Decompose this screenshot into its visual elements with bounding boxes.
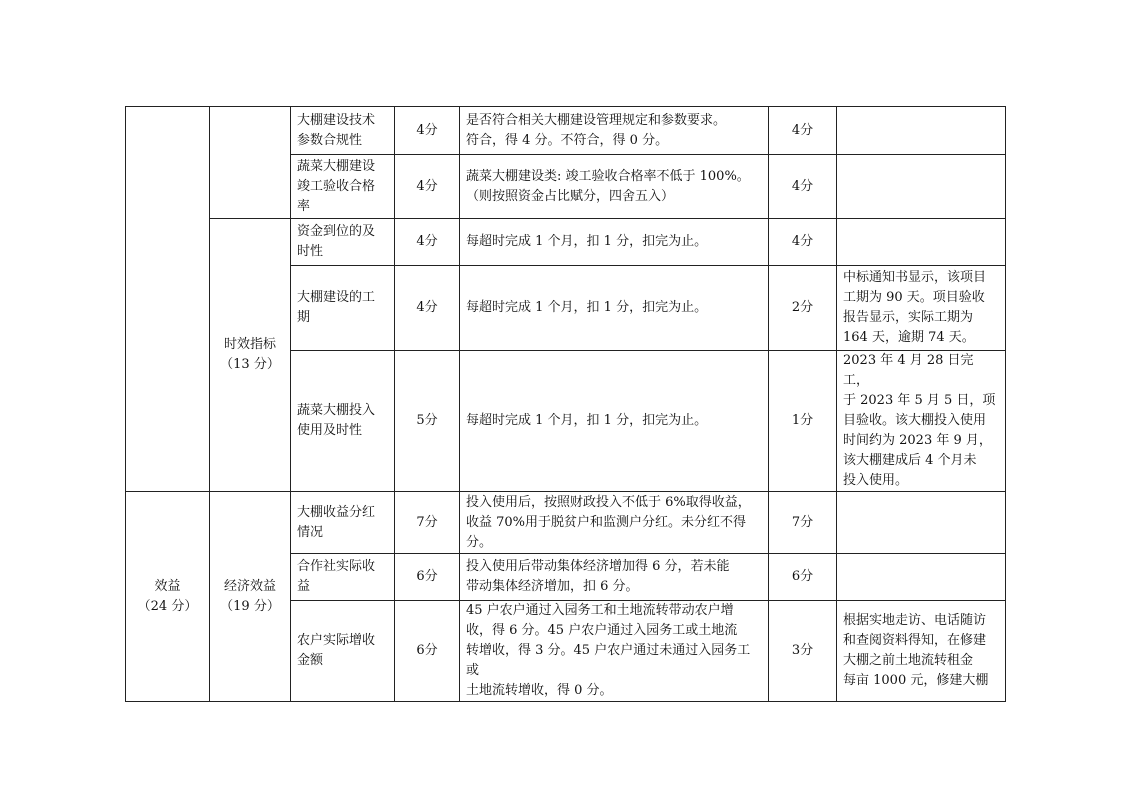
indicator-cell: 蔬菜大棚建设 竣工验收合格 率	[291, 155, 395, 219]
criteria-cell: 是否符合相关大棚建设管理规定和参数要求。 符合，得 4 分。不符合，得 0 分。	[460, 107, 769, 155]
table-row	[126, 107, 1006, 155]
note-cell: 中标通知书显示，该项目 工期为 90 天。项目验收 报告显示，实际工期为 164 天，逾期 74 天。	[837, 266, 1006, 351]
weight-cell: 4分	[395, 266, 460, 351]
weight-cell: 7分	[395, 492, 460, 554]
indicator-cell: 大棚建设的工 期	[291, 266, 395, 351]
weight-cell: 5分	[395, 351, 460, 492]
criteria-cell: 每超时完成 1 个月，扣 1 分，扣完为止。	[460, 266, 769, 351]
indicator-cell: 蔬菜大棚投入 使用及时性	[291, 351, 395, 492]
indicator-cell: 合作社实际收 益	[291, 554, 395, 601]
evaluation-table	[125, 106, 1006, 702]
note-cell: 根据实地走访、电话随访 和查阅资料得知，在修建 大棚之前土地流转租金 每亩 1000 元，修建大棚	[837, 601, 1006, 702]
table-row	[126, 492, 1006, 554]
indicator-cell: 资金到位的及 时性	[291, 219, 395, 266]
group-timeliness: 时效指标 （13 分）	[210, 219, 291, 492]
indicator-cell: 农户实际增收 金额	[291, 601, 395, 702]
score-cell: 2分	[769, 266, 837, 351]
category-cell-empty	[126, 107, 210, 492]
indicator-cell: 大棚建设技术 参数合规性	[291, 107, 395, 155]
weight-cell: 4分	[395, 107, 460, 155]
weight-cell: 4分	[395, 155, 460, 219]
criteria-cell: 45 户农户通过入园务工和土地流转带动农户增 收，得 6 分。45 户农户通过入园务工或土地流 转增收，得 3 分。45 户农户通过未通过入园务工或 土地流转增收，得 0 分。	[460, 601, 769, 702]
group-economic: 经济效益 （19 分）	[210, 492, 291, 702]
note-cell	[837, 492, 1006, 554]
score-cell: 4分	[769, 155, 837, 219]
score-cell: 4分	[769, 219, 837, 266]
score-cell: 1分	[769, 351, 837, 492]
score-cell: 6分	[769, 554, 837, 601]
criteria-cell: 每超时完成 1 个月，扣 1 分，扣完为止。	[460, 219, 769, 266]
weight-cell: 6分	[395, 554, 460, 601]
note-cell	[837, 219, 1006, 266]
criteria-cell: 每超时完成 1 个月，扣 1 分，扣完为止。	[460, 351, 769, 492]
subcategory-cell-empty	[210, 107, 291, 219]
note-cell	[837, 554, 1006, 601]
indicator-cell: 大棚收益分红 情况	[291, 492, 395, 554]
criteria-cell: 投入使用后，按照财政投入不低于 6%取得收益， 收益 70%用于脱贫户和监测户分红。未分红不得 分。	[460, 492, 769, 554]
weight-cell: 4分	[395, 219, 460, 266]
score-cell: 4分	[769, 107, 837, 155]
note-cell	[837, 155, 1006, 219]
criteria-cell: 蔬菜大棚建设类: 竣工验收合格率不低于 100%。 （则按照资金占比赋分，四舍五入）	[460, 155, 769, 219]
score-cell: 7分	[769, 492, 837, 554]
note-cell	[837, 107, 1006, 155]
weight-cell: 6分	[395, 601, 460, 702]
note-cell: 2023 年 4 月 28 日完工， 于 2023 年 5 月 5 日，项 目验收。该大棚投入使用 时间约为 2023 年 9 月， 该大棚建成后 4 个月未 投入使用。	[837, 351, 1006, 492]
score-cell: 3分	[769, 601, 837, 702]
table-row	[126, 219, 1006, 266]
group-benefit: 效益 （24 分）	[126, 492, 210, 702]
criteria-cell: 投入使用后带动集体经济增加得 6 分，若未能 带动集体经济增加，扣 6 分。	[460, 554, 769, 601]
